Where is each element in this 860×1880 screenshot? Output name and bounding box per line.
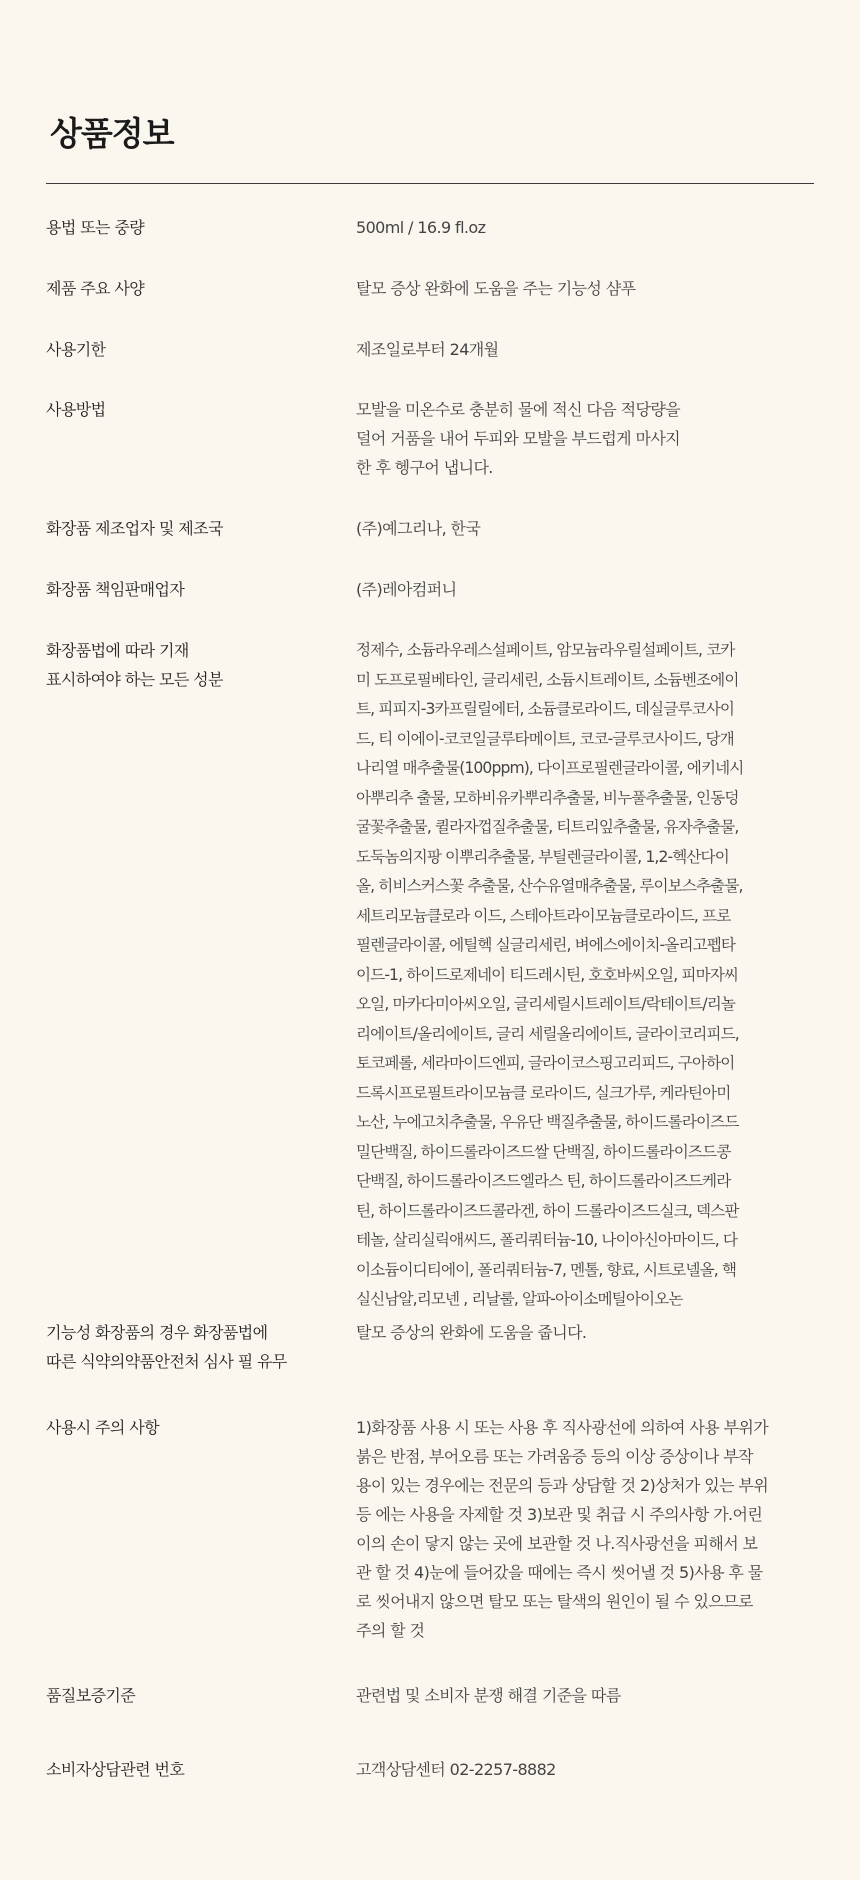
row-label: 화장품 제조업자 및 제조국: [46, 519, 223, 538]
row-value: 탈모 증상의 완화에 도움을 줍니다.: [356, 1323, 587, 1342]
row-label: 사용방법: [46, 400, 106, 419]
row-value: 제조일로부터 24개월: [356, 340, 499, 359]
row-label: 화장품 책임판매업자: [46, 580, 185, 599]
row-label: 사용시 주의 사항: [46, 1418, 159, 1437]
title-divider: [46, 183, 814, 184]
row-value: (주)예그리나, 한국: [356, 519, 481, 538]
row-label: 화장품법에 따라 기재 표시하여야 하는 모든 성분: [46, 641, 223, 689]
row-label: 소비자상담관련 번호: [46, 1760, 185, 1779]
page-title: 상품정보: [50, 114, 174, 153]
row-label: 사용기한: [46, 340, 106, 359]
row-value: 관련법 및 소비자 분쟁 해결 기준을 따름: [356, 1686, 621, 1705]
precautions-text: 1)화장품 사용 시 또는 사용 후 직사광선에 의하여 사용 부위가 붉은 반점, 부어오름 또는 가려움증 등의 이상 증상이나 부작 용이 있는 경우에는 전문의 등과 상담할 것 2)상처가 있는 부위 등 에는 사용을 자제할 것 3)보관 및 취급 시 주의사항 가.어린 이의 손이 닿지 않는 곳에 보관할 것 나.직사광선을 피해서 보 관 할 것 4)눈에 들어갔을 때에는 즉시 씻어낼 것 5)사용 후 물 로 씻어내지 않으면 탈모 또는 탈색의 원인이 될 수 있으므로 주의 할 것: [356, 1418, 769, 1640]
ingredients-list: 정제수, 소듐라우레스설페이트, 암모늄라우릴설페이트, 코카 미 도프로필베타인, 글리세린, 소듐시트레이트, 소듐벤조에이 트, 피피지-3카프릴릴에터, 소듐클로라이드, 데실글루코사이 드, 티 이에이-코코일글루타메이트, 코코-글루코사이드, 당개 나리열 매추출물(100ppm), 다이프로필렌글라이콜, 에키네시 아뿌리추 출물, 모하비유카뿌리추출물, 비누풀추출물, 인동덩 굴꽃추출물, 퀼라자껍질추출물, 티트리잎추출물, 유자추출물, 도둑놈의지팡 이뿌리추출물, 부틸렌글라이콜, 1,2-헥산다이 올, 히비스커스꽃 추출물, 산수유열매추출물, 루이보스추출물, 세트리모늄클로라 이드, 스테아트라이모늄클로라이드, 프로 필렌글라이콜, 에틸헥 실글리세린, 벼에스에이치-올리고펩타 이드-1, 하이드로제네이 티드레시틴, 호호바씨오일, 피마자씨 오일, 마카다미아씨오일, 글리세릴시트레이트/락테이트/리놀 리에이트/올리에이트, 글리 세릴올리에이트, 글라이코리피드, 토코페롤, 세라마이드엔피, 글라이코스핑고리피드, 구아하이 드록시프로필트라이모늄클 로라이드, 실크가루, 케라틴아미 노산, 누에고치추출물, 우유단 백질추출물, 하이드롤라이즈드 밀단백질, 하이드롤라이즈드쌀 단백질, 하이드롤라이즈드콩 단백질, 하이드롤라이즈드엘라스 틴, 하이드롤라이즈드케라 틴, 하이드롤라이즈드콜라겐, 하이 드롤라이즈드실크, 덱스판 테놀, 살리실릭애씨드, 폴리쿼터늄-10, 나이아신아마이드, 다 이소듐이디티에이, 폴리쿼터늄-7, 멘톨, 향료, 시트로넬올, 핵 실신남알,리모넨 , 리날룰, 알파-아이소메틸아이오논: [356, 641, 744, 1308]
row-value: 500ml / 16.9 fl.oz: [356, 218, 486, 237]
customer-center-phone: 고객상담센터 02-2257-8882: [356, 1760, 556, 1779]
row-value: (주)레아컴퍼니: [356, 580, 457, 599]
row-value: 탈모 증상 완화에 도움을 주는 기능성 샴푸: [356, 279, 636, 298]
row-value: 모발을 미온수로 충분히 물에 적신 다음 적당량을 덜어 거품을 내어 두피와 모발을 부드럽게 마사지 한 후 헹구어 냅니다.: [356, 400, 681, 477]
row-label: 기능성 화장품의 경우 화장품법에 따른 식약의약품안전처 심사 필 유무: [46, 1323, 287, 1371]
row-label: 품질보증기준: [46, 1686, 136, 1705]
row-label: 제품 주요 사양: [46, 279, 145, 298]
row-label: 용법 또는 중량: [46, 218, 145, 237]
